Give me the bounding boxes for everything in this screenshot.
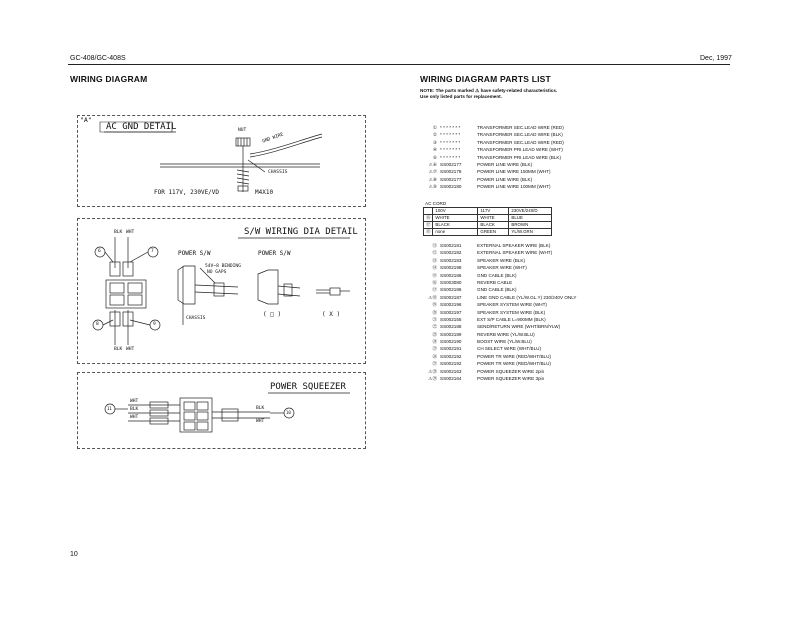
wire-label-wht-top: WHT	[126, 230, 135, 235]
part-number-callout: ㉒	[432, 324, 437, 330]
header-date: Dec, 1997	[700, 55, 732, 62]
part-code: SS002181	[440, 243, 462, 248]
part-number-callout: ⚠⑨	[428, 184, 437, 190]
part-number-callout: ⑪	[432, 243, 437, 248]
part-description: TRANSFORMER PRI.LEAD WIRE (BLK)	[477, 154, 561, 160]
bending-note-2: NO GAPS	[207, 270, 227, 275]
part-number-callout: ③	[432, 139, 437, 145]
part-description: POWER SQUEEZER WIRE 3pin	[477, 376, 545, 382]
ac-cord-cell: 230VE/240/D	[509, 208, 552, 215]
part-number-callout: ㉑	[432, 316, 437, 322]
ac-gnd-tag: "A"	[80, 116, 92, 124]
part-code: SS002180	[440, 184, 462, 190]
switch-off-symbol: ( X )	[322, 311, 341, 318]
part-number-callout: ㉖	[432, 353, 437, 359]
part-code: * * * * * * *	[440, 147, 461, 153]
part-number-callout: ⑲	[432, 302, 437, 308]
squeezer-out-blk: BLK	[256, 406, 265, 411]
part-code: SS002192	[440, 361, 462, 367]
part-number-callout: ⑰	[432, 287, 437, 293]
power-squeezer-title: POWER SQUEEZER	[270, 382, 346, 392]
page-number: 10	[70, 551, 78, 558]
ac-cord-cell: ⑱	[424, 229, 433, 236]
part-number-callout: ⑤	[432, 154, 437, 160]
wire-label-blk-top: BLK	[114, 230, 123, 235]
part-description: SPEAKER SYSTEM WIRE (WHT)	[477, 302, 547, 308]
part-description: GND CABLE (BLK)	[477, 287, 517, 293]
part-code: SS002177	[440, 161, 462, 167]
part-code: SS002198	[440, 265, 462, 271]
ac-cord-cell: ⑯	[424, 215, 433, 222]
part-description: TRANSFORMER PRI.LEAD WIRE (WHT)	[477, 147, 563, 153]
header-model: GC-408/GC-408S	[70, 55, 126, 62]
part-description: SPEAKER WIRE (WHT)	[477, 265, 527, 271]
part-code: SS002191	[440, 346, 462, 352]
part-description: POWER LINE WIRE (BLK)	[477, 161, 533, 167]
part-description: TRANSFORMER SEC.LEAD WIRE (RED)	[477, 139, 564, 145]
part-description: POWER TR WIRE (RED/WHT/BLU)	[477, 361, 551, 367]
part-code: SS002164	[440, 376, 462, 382]
part-number-callout: ⑬	[432, 257, 437, 263]
squeezer-wire-wht-2: WHT	[130, 415, 139, 420]
ac-cord-cell: BLUE	[509, 215, 552, 222]
part-number-callout: ⑮	[432, 272, 437, 278]
ac-cord-cell: WHITE	[433, 215, 478, 222]
part-description: EXTERNAL SPEAKER WIRE (WHT)	[477, 250, 553, 256]
part-description: SPEAKER WIRE (BLK)	[477, 257, 525, 263]
part-number-callout: ②	[432, 132, 437, 138]
part-code: SS002197	[440, 309, 462, 315]
part-description: POWER TR WIRE (RED/WHT/BLU)	[477, 353, 551, 359]
part-code: SS003080	[440, 279, 462, 285]
chassis-label: CHASSIS	[268, 170, 288, 175]
ac-cord-cell: WHITE	[478, 215, 509, 222]
ac-gnd-detail-title: AC GND DETAIL	[106, 122, 177, 132]
ac-cord-cell: YL/W.GRN	[509, 229, 552, 236]
part-description: POWER LINE WIRE 100MM (WHT)	[477, 184, 551, 190]
part-number-callout: ⑳	[432, 309, 437, 315]
part-number-callout: ⚠㉙	[428, 376, 437, 382]
squeezer-out-wht: WHT	[256, 419, 265, 424]
part-code: SS002188	[440, 324, 462, 330]
part-description: SEND/RETURN WIRE (WHT/BRN/YLW)	[477, 324, 561, 330]
part-code: SS002183	[440, 257, 462, 263]
note-text-b: have safety-related characteristics.	[480, 88, 558, 93]
part-number-callout: ⑫	[432, 250, 437, 256]
ac-cord-cell: 117V	[478, 208, 509, 215]
part-code: SS002186	[440, 272, 462, 278]
part-code: SS002192	[440, 353, 462, 359]
part-description: EXTERNAL SPEAKER WIRE (BLK)	[477, 243, 551, 248]
part-number-callout: ㉔	[432, 339, 437, 345]
part-code: SS002189	[440, 331, 462, 337]
ac-cord-cell: none	[433, 229, 478, 236]
callout-9: 9	[153, 322, 156, 327]
part-number-callout: ㉗	[432, 361, 437, 367]
part-code: SS002178	[440, 169, 462, 175]
part-code: SS002187	[440, 294, 462, 300]
part-number-callout: ⑭	[432, 265, 437, 271]
ac-cord-title: AC CORD	[425, 201, 447, 206]
part-number-callout: ⚠⑦	[428, 169, 437, 175]
part-description: REVERB CABLE	[477, 279, 513, 285]
note-text-c: Use only listed parts for replacement.	[420, 94, 502, 99]
part-number-callout: ⚠⑥	[428, 161, 437, 167]
part-code: * * * * * * *	[440, 154, 461, 160]
part-code: * * * * * * *	[440, 132, 461, 138]
part-description: SPEAKER SYSTEM WIRE (BLK)	[477, 309, 546, 315]
part-number-callout: ④	[432, 147, 437, 153]
part-description: TRANSFORMER SEC.LEAD WIRE (BLK)	[477, 132, 563, 138]
ac-cord-cell: BROWN	[509, 222, 552, 229]
ac-cord-cell: BLACK	[478, 222, 509, 229]
bending-note-1: 54V~8 BENDING	[205, 264, 241, 269]
part-number-callout: ㉕	[432, 346, 437, 352]
part-description: BOOST WIRE (YL/W.BLU)	[477, 339, 532, 345]
nut-label: NUT	[238, 128, 247, 133]
part-code: SS002177	[440, 176, 462, 182]
screw-label: M4X10	[255, 189, 274, 196]
part-code: SS002163	[440, 368, 462, 374]
part-code: SS002196	[440, 302, 462, 308]
part-number-callout: ⑯	[432, 279, 437, 285]
part-description: POWER LINE WIRE 150MM (WHT)	[477, 169, 551, 175]
part-number-callout: ⚠㉘	[428, 368, 437, 374]
ac-cord-cell: 100V	[433, 208, 478, 215]
power-switch-label-1: POWER S/W	[178, 250, 211, 257]
part-number-callout: ①	[432, 125, 437, 130]
part-description: GND CABLE (BLK)	[477, 272, 517, 278]
part-code: * * * * * * *	[440, 139, 461, 145]
wire-label-wht-bottom: WHT	[126, 347, 135, 352]
switch-on-symbol: ( □ )	[263, 311, 282, 318]
part-number-callout: ㉓	[432, 331, 437, 337]
wire-label-blk-bottom: BLK	[114, 347, 123, 352]
part-description: REVERB WIRE (YL/W.BLU)	[477, 331, 535, 337]
chassis-label-2: CHASSIS	[186, 316, 206, 321]
for-voltage-note: FOR 117V, 230VE/VD	[154, 189, 220, 196]
part-code: SS002155	[440, 316, 462, 322]
callout-11: 11	[107, 406, 112, 411]
power-switch-label-2: POWER S/W	[258, 250, 291, 257]
ac-cord-cell: ⑰	[424, 222, 433, 229]
callout-8: 8	[96, 322, 99, 327]
gnd-wire-label: GND WIRE	[261, 132, 285, 145]
part-description: POWER LINE WIRE (BLK)	[477, 176, 533, 182]
part-description: TRANSFORMER SEC.LEAD WIRE (RED)	[477, 125, 564, 130]
warning-triangle-icon: ⚠	[475, 88, 480, 93]
ac-cord-cell: BLACK	[433, 222, 478, 229]
callout-7: 7	[151, 249, 154, 254]
callout-10: 10	[286, 410, 291, 415]
squeezer-wire-wht-1: WHT	[130, 399, 139, 404]
part-code: SS002190	[440, 339, 462, 345]
part-number-callout: ⚠⑧	[428, 176, 437, 182]
part-code: * * * * * * *	[440, 125, 461, 130]
parts-list-title: WIRING DIAGRAM PARTS LIST	[420, 74, 551, 84]
part-description: POWER SQUEEZER WIRE 2pin	[477, 368, 545, 374]
ac-cord-cell: GREEN	[478, 229, 509, 236]
callout-6: 6	[98, 249, 101, 254]
note-text-a: NOTE: The parts marked	[420, 88, 474, 93]
part-description: EXT S/P CABLE L=900MM (BLK)	[477, 316, 546, 322]
part-code: SS002182	[440, 250, 462, 256]
part-description: LINE GND CABLE (YL/W.GL.Y) 230/240V ONLY	[477, 294, 577, 300]
squeezer-wire-blk: BLK	[130, 407, 139, 412]
part-description: CH SELECT WIRE (WHT/BLU)	[477, 346, 541, 352]
sw-wiring-detail-title: S/W WIRING DIA DETAIL	[244, 227, 358, 237]
wiring-diagram-title: WIRING DIAGRAM	[70, 74, 148, 84]
part-number-callout: ⚠⑱	[428, 294, 437, 300]
part-code: SS002186	[440, 287, 462, 293]
